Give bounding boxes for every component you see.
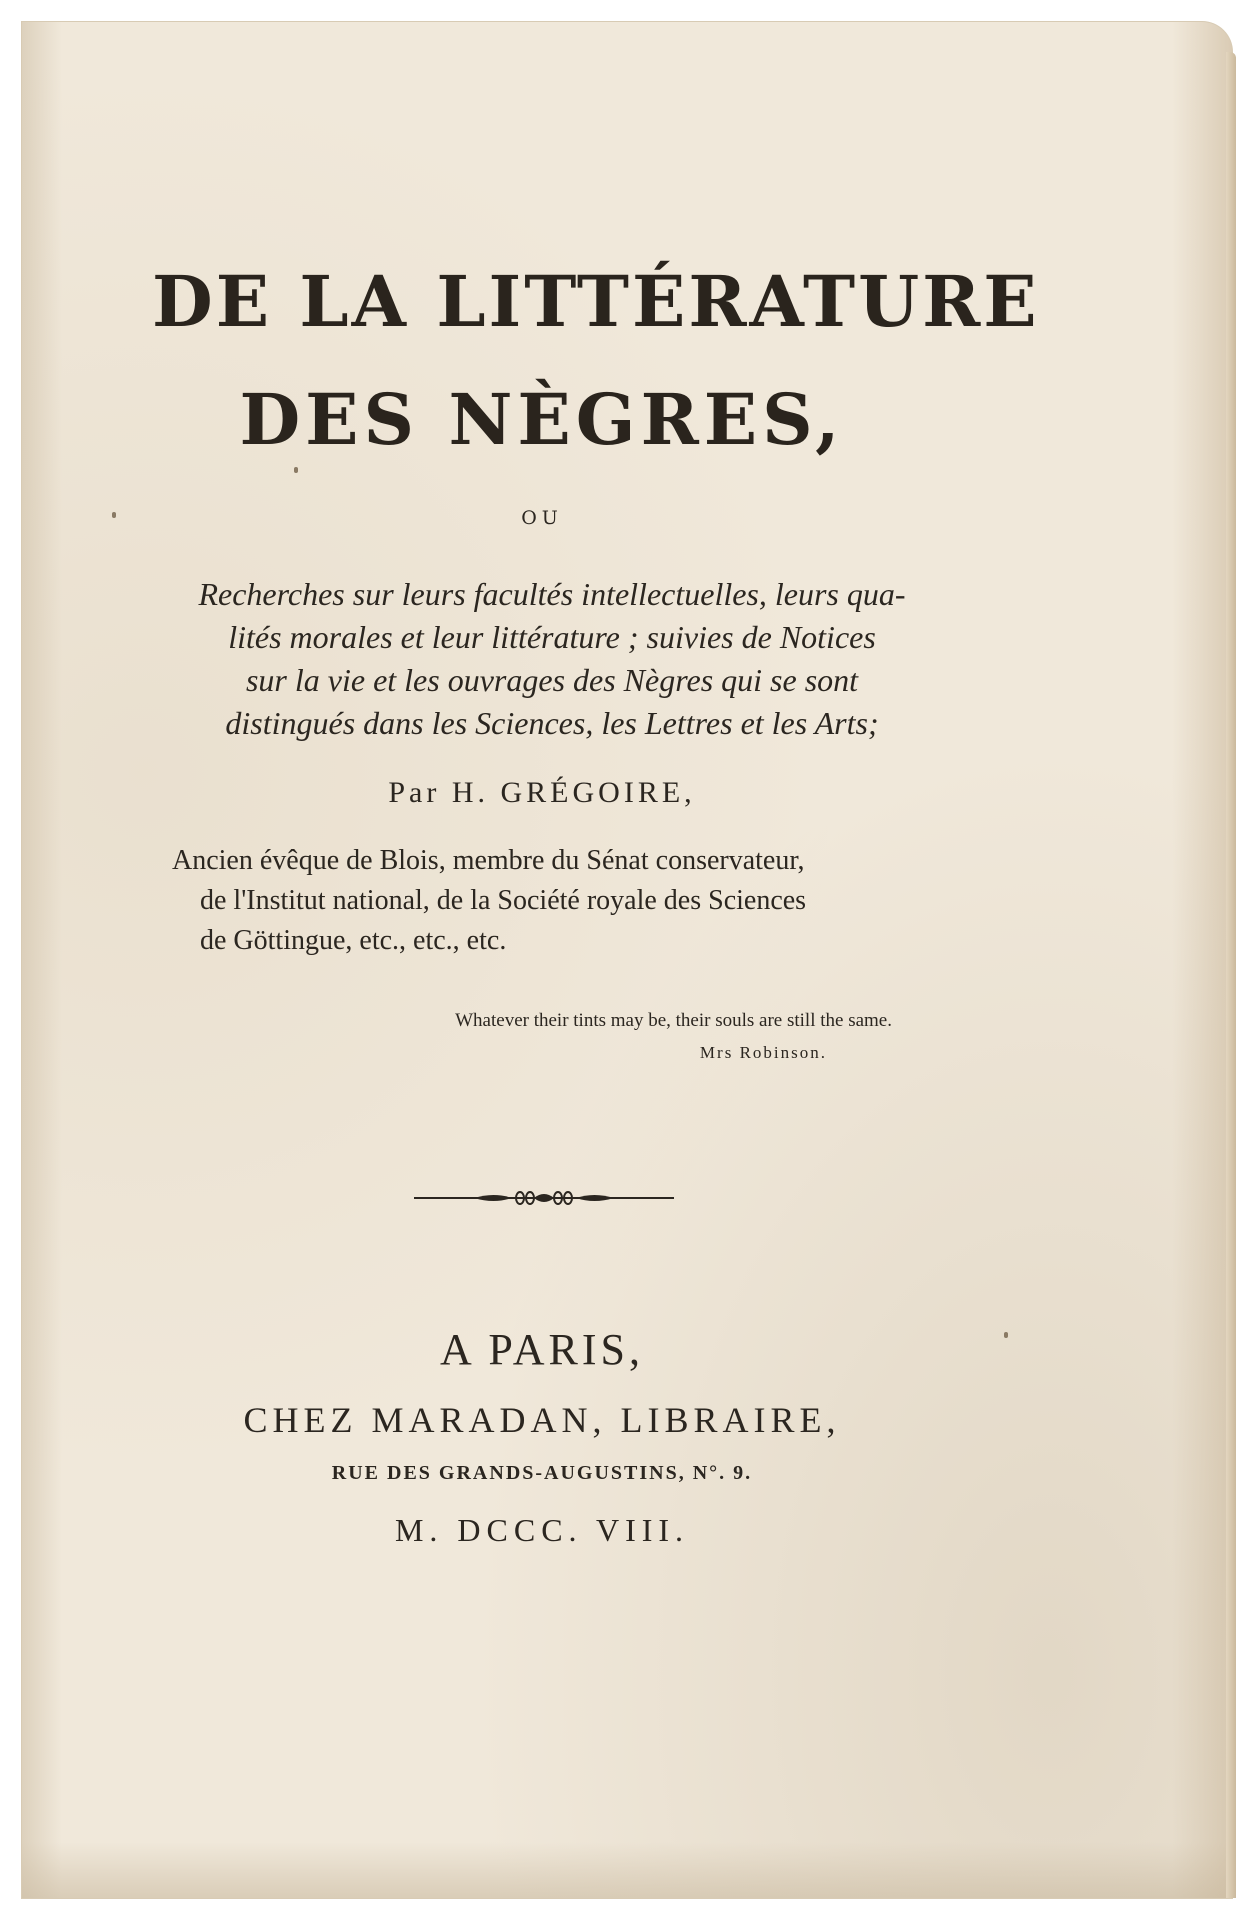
epigraph-attribution: Mrs Robinson. bbox=[699, 1043, 827, 1062]
imprint-place: A PARIS, bbox=[439, 1325, 645, 1374]
title-line-2: DES NÈGRES, bbox=[239, 378, 845, 461]
connector-ou: OU bbox=[521, 507, 563, 529]
title-page bbox=[22, 22, 1232, 1898]
subtitle-line-4: distingués dans les Sciences, les Lettres et les Arts; bbox=[225, 705, 879, 741]
subtitle-line-3: sur la vie et les ouvrages des Nègres qui se sont bbox=[245, 662, 859, 698]
subtitle-line-1: Recherches sur leurs facultés intellectuelles, leurs qua- bbox=[198, 576, 906, 612]
imprint-year: M. DCCC. VIII. bbox=[394, 1512, 690, 1548]
foxing-speck bbox=[294, 467, 298, 473]
foxing-speck bbox=[1004, 1332, 1008, 1338]
imprint-publisher: CHEZ MARADAN, LIBRAIRE, bbox=[243, 1400, 841, 1440]
foxing-speck bbox=[112, 512, 116, 518]
ornament-divider bbox=[414, 1186, 674, 1210]
title-line-1: DE LA LITTÉRATURE bbox=[152, 260, 1040, 343]
author-line: Par H. GRÉGOIRE, bbox=[388, 776, 696, 809]
imprint-address: RUE DES GRANDS-AUGUSTINS, N°. 9. bbox=[331, 1462, 753, 1484]
author-description-line-1: Ancien évêque de Blois, membre du Sénat conservateur, bbox=[172, 845, 805, 876]
epigraph-quote: Whatever their tints may be, their souls are still the same. bbox=[455, 1010, 892, 1031]
author-description-line-2: de l'Institut national, de la Société royale des Sciences bbox=[200, 885, 807, 916]
author-description-line-3: de Göttingue, etc., etc., etc. bbox=[200, 925, 507, 956]
subtitle-line-2: lités morales et leur littérature ; suivies de Notices bbox=[228, 619, 876, 655]
page-content bbox=[22, 22, 1232, 1898]
